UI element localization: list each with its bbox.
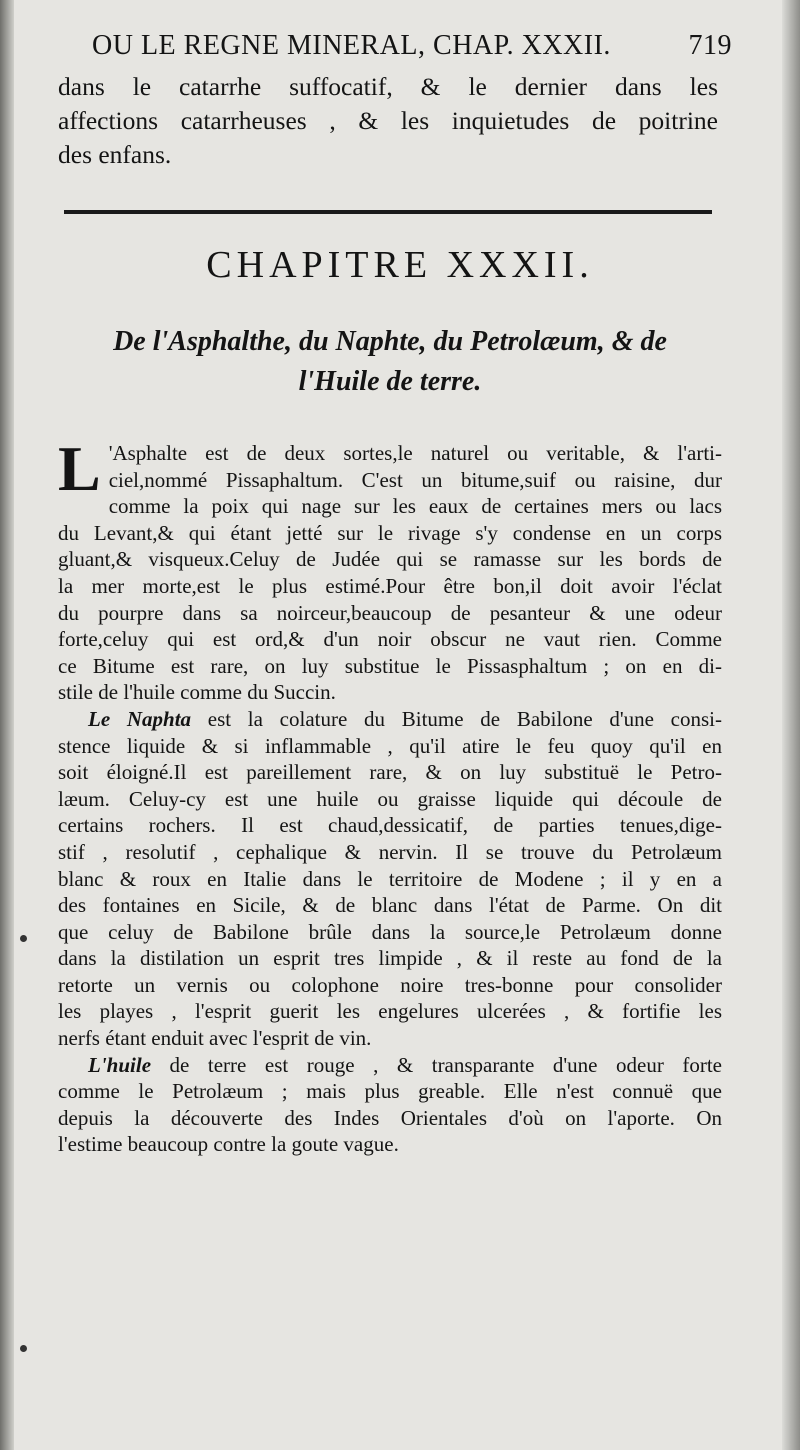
page-speck [20, 1345, 27, 1352]
continued-text [58, 70, 718, 172]
text-line: des fontaines en Sicile, & de blanc dans l'état de Parme. On dit [58, 893, 722, 918]
drop-cap: L [58, 433, 101, 504]
text-line: affections catarrheuses , & les inquietudes de poitrine [58, 106, 718, 135]
text-line: blanc & roux en Italie dans le territoire de Modene ; il y en a [58, 866, 722, 891]
text-line: retorte un vernis ou colophone noire tres-bonne pour consolider [58, 972, 722, 997]
text-line: læum. Celuy-cy est une huile ou graisse liquide qui découle de [58, 786, 722, 811]
chapter-subtitle [50, 322, 730, 402]
subtitle-line: De l'Asphalthe, du Naphte, du Petrolæum, & de [113, 326, 667, 357]
paragraph-naphta [58, 706, 722, 1052]
paragraph-huile [58, 1052, 722, 1158]
page-edge-right [782, 0, 800, 1450]
line-text: de terre est rouge , & transparante d'une odeur forte [169, 1052, 722, 1077]
text-line [58, 706, 722, 733]
text-line: ce Bitume est rare, on luy substitue le Pissasphaltum ; on en di- [58, 653, 722, 678]
text-line: 'Asphalte est de deux sortes,le naturel ou veritable, & l'arti- [108, 441, 722, 465]
text-line: la mer morte,est le plus estimé.Pour être bon,il doit avoir l'éclat [58, 573, 722, 598]
chapter-body [58, 433, 722, 1158]
text-line [58, 1052, 722, 1079]
paragraph-asphalte [58, 433, 722, 706]
text-line: dans la distilation un esprit tres limpide , & il reste au fond de la [58, 946, 722, 971]
text-line: forte,celuy qui est ord,& d'un noir obscur ne vaut rien. Comme [58, 627, 722, 652]
text-line: soit éloigné.Il est pareillement rare, & on luy substituë le Petro- [58, 760, 722, 785]
page-speck [20, 935, 27, 942]
text-line: stence liquide & si inflammable , qu'il atire le feu quoy qu'il en [58, 733, 722, 758]
text-line: les playes , l'esprit guerit les engelures ulcerées , & fortifie les [58, 999, 722, 1024]
text-line: nerfs étant enduit avec l'esprit de vin. [58, 1026, 372, 1051]
text-line: certains rochers. Il est chaud,dessicatif, de parties tenues,dige- [58, 813, 722, 838]
text-line: gluant,& visqueux.Celuy de Judée qui se ramasse sur les bords de [58, 547, 722, 572]
text-line: que celuy de Babilone brûle dans la source,le Petrolæum donne [58, 919, 722, 944]
subtitle-line: l'Huile de terre. [298, 366, 482, 397]
text-line: comme la poix qui nage sur les eaux de certaines mers ou lacs [108, 494, 722, 519]
text-line: l'estime beaucoup contre la goute vague. [58, 1132, 399, 1157]
line-text: est la colature du Bitume de Babilone d'une consi- [207, 706, 722, 731]
text-line: des enfans. [58, 140, 172, 169]
section-divider [64, 210, 712, 214]
running-head [92, 28, 732, 64]
text-line: depuis la découverte des Indes Orientales d'où on l'aporte. On [58, 1105, 722, 1130]
running-head-title: OU LE REGNE MINERAL, CHAP. XXXII. [92, 30, 611, 61]
lead-term: Le Naphta [88, 706, 192, 731]
text-line: du Levant,& qui étant jetté sur le rivage s'y condense en un corps [58, 520, 722, 545]
lead-term: L'huile [88, 1052, 152, 1077]
page-edge-left [0, 0, 14, 1450]
text-line: comme le Petrolæum ; mais plus greable. Elle n'est connuë que [58, 1079, 722, 1104]
text-line: du pourpre dans sa noirceur,beaucoup de pesanteur & une odeur [58, 600, 722, 625]
page-number: 719 [688, 30, 732, 61]
text-line: ciel,nommé Pissaphaltum. C'est un bitume,suif ou raisine, dur [108, 467, 722, 492]
chapter-title: CHAPITRE XXXII. [206, 244, 594, 286]
text-line: stif , resolutif , cephalique & nervin. Il se trouve du Petrolæum [58, 839, 722, 864]
text-line: stile de l'huile comme du Succin. [58, 680, 336, 705]
text-line: dans le catarrhe suffocatif, & le dernier dans les [58, 72, 718, 101]
